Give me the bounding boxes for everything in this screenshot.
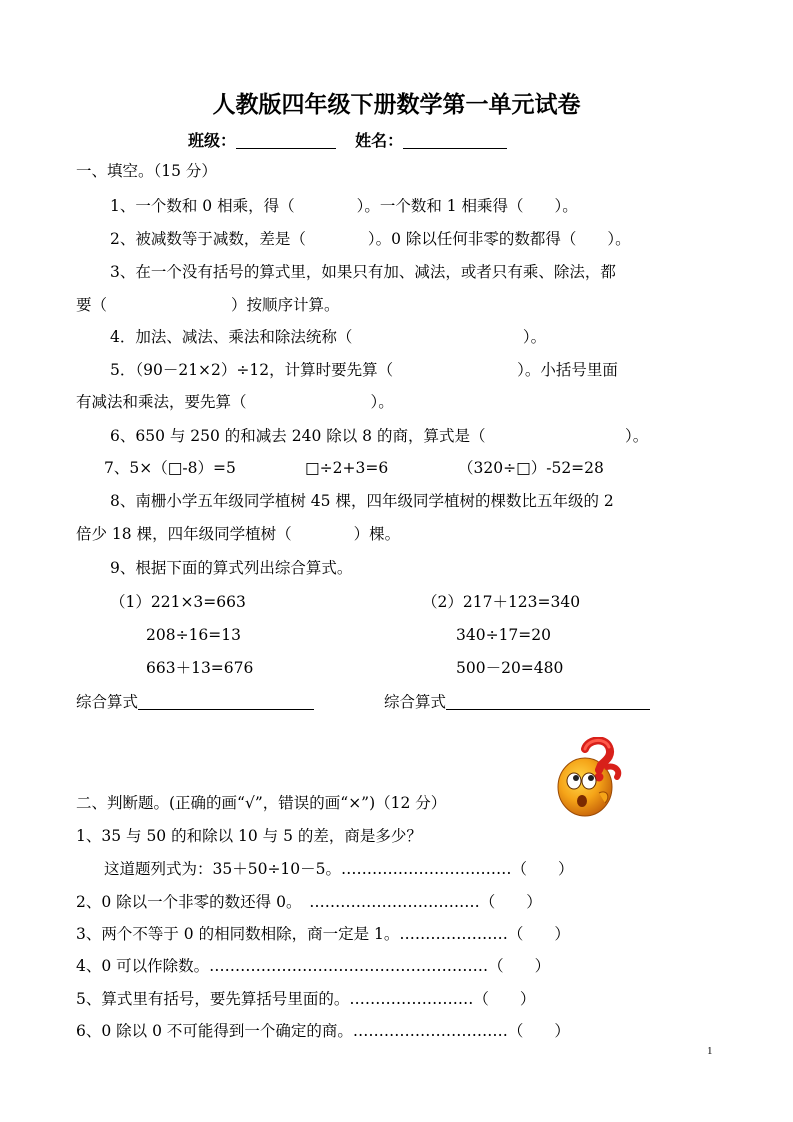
fill-q7-eq2: □÷2+3=6 [305,459,389,477]
judge-q1-line2: 这道题列式为：35＋50÷10－5。……………………………（ ） [104,860,574,878]
fill-q8-line2: 倍少 18 棵，四年级同学植树（ ）棵。 [76,525,401,543]
judge-q2: 2、0 除以一个非零的数还得 0。 ……………………………（ ） [76,893,542,911]
fill-q3-line2: 要（ ）按顺序计算。 [76,296,340,314]
combined-answer-left[interactable] [138,693,314,710]
fill-q2: 2、被减数等于减数，差是（ ）。0 除以任何非零的数都得（ ）。 [110,230,631,248]
section2-heading: 二、判断题。(正确的画“√”，错误的画“×”)（12 分） [76,794,447,812]
combined-label-left: 综合算式 [76,693,139,711]
fill-q1: 1、一个数和 0 相乘，得（ ）。一个数和 1 相乘得（ ）。 [110,197,578,215]
name-label: 姓名： [355,131,404,150]
fill-q9: 9、根据下面的算式列出综合算式。 [110,559,353,577]
q9-right-eq2: 340÷17=20 [456,626,552,644]
fill-q8-line1: 8、南栅小学五年级同学植树 45 棵，四年级同学植树的棵数比五年级的 2 [110,492,614,510]
section1-heading: 一、填空。（15 分） [76,162,217,180]
combined-left [76,692,314,712]
judge-q6: 6、0 除以 0 不可能得到一个确定的商。…………………………（ ） [76,1022,570,1040]
q9-left-eq3: 663＋13=676 [146,659,254,677]
fill-q3-line1: 3、在一个没有括号的算式里，如果只有加、减法，或者只有乘、除法，都 [110,263,616,281]
combined-right [384,692,650,712]
judge-q3: 3、两个不等于 0 的相同数相除，商一定是 1。…………………（ ） [76,925,570,943]
page-title: 人教版四年级下册数学第一单元试卷 [212,92,581,118]
fill-q6: 6、650 与 250 的和减去 240 除以 8 的商，算式是（ ）。 [110,427,649,445]
combined-label-right: 综合算式 [384,693,447,711]
thinking-mascot-icon [555,737,625,819]
fill-q5-line2: 有减法和乘法，要先算（ ）。 [76,393,394,411]
judge-q5: 5、算式里有括号，要先算括号里面的。……………………（ ） [76,990,536,1008]
name-field[interactable] [403,132,507,149]
q9-right-eq3: 500－20=480 [456,659,564,677]
fill-q7-eq3: （320÷□）-52=28 [458,459,604,477]
judge-q4: 4、0 可以作除数。………………………………………………（ ） [76,957,551,975]
class-label: 班级： [188,131,237,150]
q9-right-eq1: （2）217＋123=340 [422,593,581,611]
fill-q5-line1: 5．（90－21×2）÷12，计算时要先算（ ）。小括号里面 [110,361,618,379]
q9-left-eq1: （1）221×3=663 [110,593,246,611]
class-name-row [188,128,507,151]
fill-q7-eq1: 7、5×（□-8）=5 [104,459,236,477]
page-number: 1 [707,1045,713,1057]
combined-answer-right[interactable] [446,693,650,710]
q9-left-eq2: 208÷16=13 [146,626,242,644]
fill-q4: 4．加法、减法、乘法和除法统称（ ）。 [110,328,547,346]
judge-q1-line1: 1、35 与 50 的和除以 10 与 5 的差，商是多少？ [76,827,422,845]
class-field[interactable] [236,132,336,149]
